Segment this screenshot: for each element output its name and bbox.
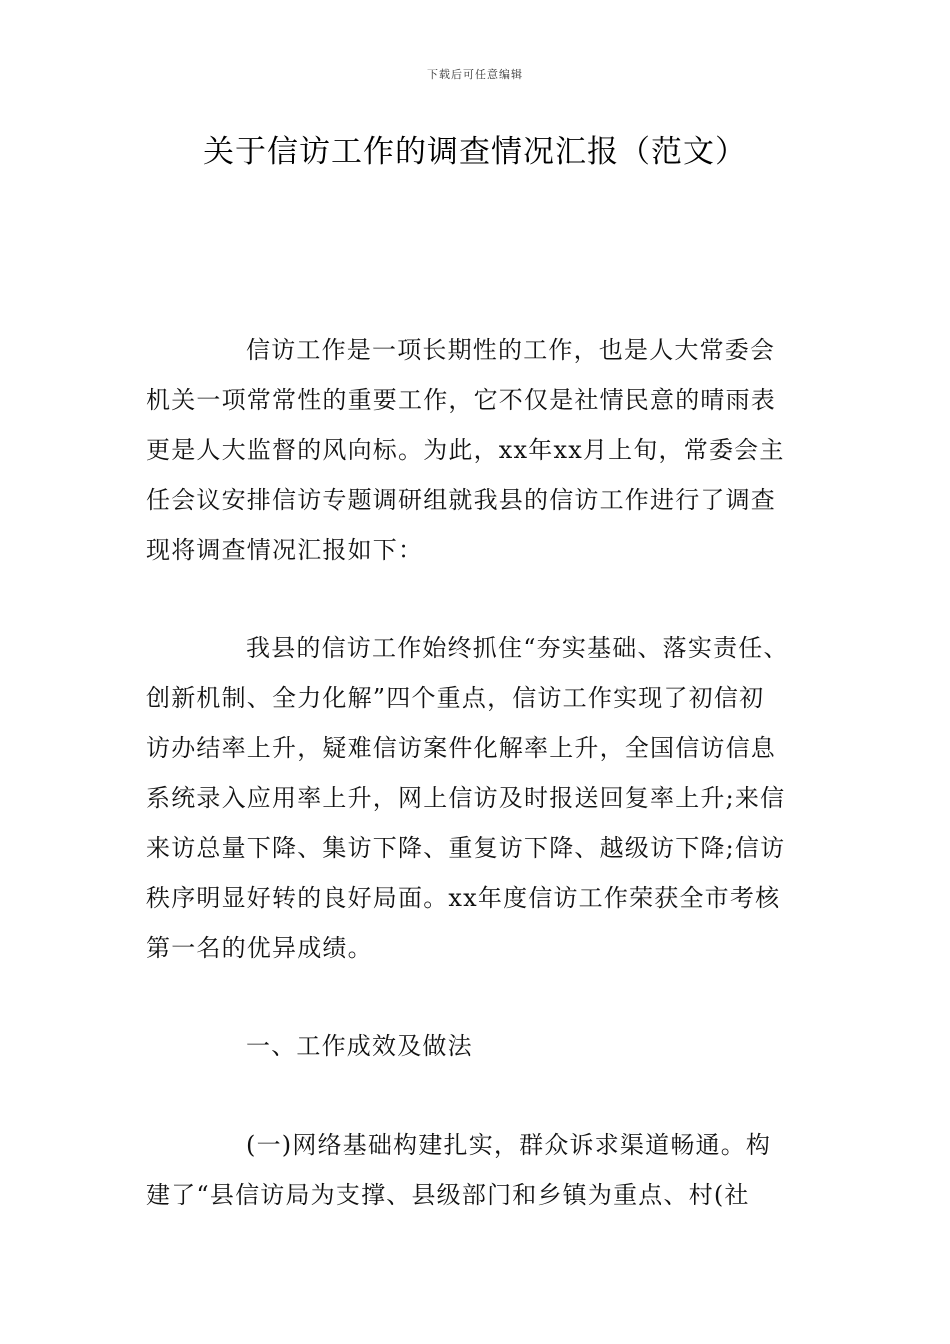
document-title: 关于信访工作的调查情况汇报（范文） bbox=[203, 134, 747, 170]
text-line: (一)网络基础构建扎实，群众诉求渠道畅通。构 bbox=[246, 1131, 772, 1159]
heading-text: 一、工作成效及做法 bbox=[246, 1032, 473, 1060]
text-line: 建了“县信访局为支撑、县级部门和乡镇为重点、村(社 bbox=[146, 1181, 750, 1209]
text-line: 现将调查情况汇报如下： bbox=[146, 536, 424, 564]
paragraph-intro bbox=[146, 325, 806, 575]
text-line: 秩序明显好转的良好局面。xx年度信访工作荣获全市考核 bbox=[146, 884, 781, 912]
paragraph-network bbox=[146, 1120, 806, 1220]
text-line: 更是人大监督的风向标。为此，xx年xx月上旬，常委会主 bbox=[146, 436, 785, 464]
text-line: 访办结率上升，疑难信访案件化解率上升，全国信访信息 bbox=[146, 734, 776, 762]
paragraph-overview bbox=[146, 623, 806, 973]
header-note: 下载后可任意编辑 bbox=[427, 68, 523, 81]
text-line: 创新机制、全力化解”四个重点，信访工作实现了初信初 bbox=[146, 684, 765, 712]
text-line: 第一名的优异成绩。 bbox=[146, 934, 373, 962]
text-line: 我县的信访工作始终抓住“夯实基础、落实责任、 bbox=[246, 634, 789, 662]
text-line: 信访工作是一项长期性的工作，也是人大常委会 bbox=[246, 336, 776, 364]
text-line: 机关一项常常性的重要工作，它不仅是社情民意的晴雨表 bbox=[146, 386, 776, 414]
section-heading bbox=[146, 1021, 806, 1071]
text-line: 系统录入应用率上升，网上信访及时报送回复率上升;来信 bbox=[146, 784, 786, 812]
text-line: 任会议安排信访专题调研组就我县的信访工作进行了调查 bbox=[146, 486, 776, 514]
text-line: 来访总量下降、集访下降、重复访下降、越级访下降;信访 bbox=[146, 834, 786, 862]
